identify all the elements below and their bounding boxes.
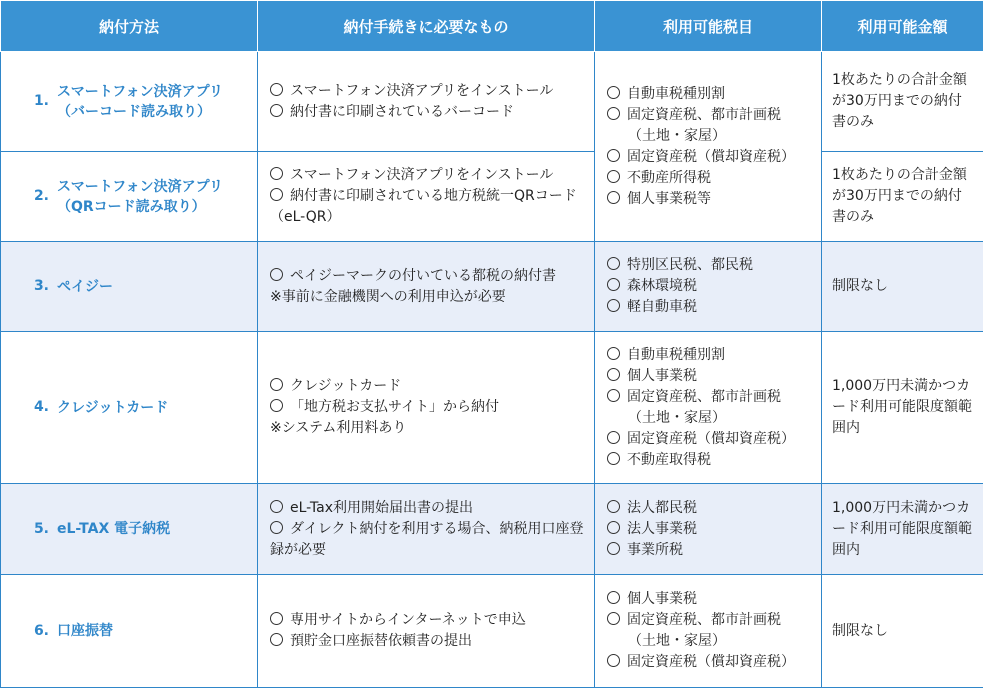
circle-bullet-icon bbox=[607, 347, 620, 360]
method-cell bbox=[1, 575, 258, 688]
amount-cell: 1枚あたりの合計金額が30万円までの納付書のみ bbox=[822, 152, 983, 242]
circle-bullet-icon bbox=[270, 399, 283, 412]
table-row bbox=[1, 152, 983, 242]
requirements-cell bbox=[258, 152, 595, 242]
requirements-cell bbox=[258, 575, 595, 688]
list-item: eL-Tax利用開始届出書の提出 bbox=[270, 498, 584, 519]
circle-bullet-icon bbox=[607, 278, 620, 291]
method-cell bbox=[1, 332, 258, 484]
circle-bullet-icon bbox=[270, 633, 283, 646]
list-item: スマートフォン決済アプリをインストール bbox=[270, 81, 584, 102]
circle-bullet-icon bbox=[270, 83, 283, 96]
requirements-cell bbox=[258, 484, 595, 575]
header-row bbox=[1, 1, 983, 52]
list-item: 固定資産税、都市計画税 bbox=[607, 105, 811, 126]
amount-cell: 制限なし bbox=[822, 242, 983, 332]
method-cell bbox=[1, 52, 258, 152]
circle-bullet-icon bbox=[607, 431, 620, 444]
circle-bullet-icon bbox=[607, 170, 620, 183]
header-amount: 利用可能金額 bbox=[822, 1, 983, 52]
taxes-cell bbox=[595, 52, 822, 242]
requirements-cell bbox=[258, 242, 595, 332]
list-item: 個人事業税 bbox=[607, 366, 811, 387]
method-subname: （バーコード読み取り） bbox=[57, 103, 211, 120]
taxes-cell bbox=[595, 332, 822, 484]
circle-bullet-icon bbox=[607, 542, 620, 555]
amount-cell: 1枚あたりの合計金額が30万円までの納付書のみ bbox=[822, 52, 983, 152]
list-item: 納付書に印刷されている地方税統一QRコード（eL-QR） bbox=[270, 188, 577, 225]
circle-bullet-icon bbox=[607, 107, 620, 120]
method-name: 口座振替 bbox=[57, 623, 113, 639]
note-text: ※事前に金融機関への利用申込が必要 bbox=[270, 288, 506, 305]
list-item: 事業所税 bbox=[607, 540, 811, 561]
list-item: 法人事業税 bbox=[607, 519, 811, 540]
note-text: ※システム利用料あり bbox=[270, 420, 407, 436]
row-number: 5. bbox=[33, 520, 49, 537]
circle-bullet-icon bbox=[270, 612, 283, 625]
list-item: ダイレクト納付を利用する場合、納税用口座登録が必要 bbox=[270, 520, 584, 558]
row-number: 1. bbox=[33, 93, 49, 109]
method-cell bbox=[1, 484, 258, 575]
taxes-cell bbox=[595, 575, 822, 688]
circle-bullet-icon bbox=[607, 368, 620, 381]
header-requirements: 納付手続きに必要なもの bbox=[258, 1, 595, 52]
sub-note: （土地・家屋） bbox=[628, 127, 726, 144]
requirements-cell bbox=[258, 52, 595, 152]
circle-bullet-icon bbox=[270, 378, 283, 391]
circle-bullet-icon bbox=[607, 500, 620, 513]
list-item: 自動車税種別割 bbox=[607, 84, 811, 105]
list-item: クレジットカード bbox=[270, 376, 584, 397]
header-method: 納付方法 bbox=[1, 1, 258, 52]
circle-bullet-icon bbox=[607, 591, 620, 604]
taxes-cell bbox=[595, 242, 822, 332]
row-number: 4. bbox=[33, 399, 49, 415]
table-row bbox=[1, 242, 983, 332]
circle-bullet-icon bbox=[607, 654, 620, 667]
list-item: 自動車税種別割 bbox=[607, 345, 811, 366]
requirements-cell bbox=[258, 332, 595, 484]
list-item: ペイジーマークの付いている都税の納付書 bbox=[270, 266, 584, 287]
table-row bbox=[1, 332, 983, 484]
circle-bullet-icon bbox=[270, 521, 283, 534]
circle-bullet-icon bbox=[270, 104, 283, 117]
circle-bullet-icon bbox=[607, 521, 620, 534]
circle-bullet-icon bbox=[607, 191, 620, 204]
method-name: スマートフォン決済アプリ bbox=[57, 178, 224, 195]
sub-note: （土地・家屋） bbox=[628, 633, 726, 649]
list-item: 固定資産税、都市計画税 bbox=[607, 610, 811, 631]
circle-bullet-icon bbox=[607, 299, 620, 312]
list-item: 固定資産税、都市計画税 bbox=[607, 387, 811, 408]
method-subname: （QRコード読み取り） bbox=[57, 198, 206, 215]
circle-bullet-icon bbox=[270, 500, 283, 513]
list-item: 「地方税お支払サイト」から納付 bbox=[270, 397, 584, 418]
list-item: 個人事業税等 bbox=[607, 189, 811, 210]
list-item: 固定資産税（償却資産税） bbox=[607, 147, 811, 168]
amount-cell: 1,000万円未満かつカード利用可能限度額範囲内 bbox=[822, 484, 983, 575]
taxes-cell bbox=[595, 484, 822, 575]
circle-bullet-icon bbox=[607, 452, 620, 465]
list-item: 預貯金口座振替依頼書の提出 bbox=[270, 631, 584, 652]
list-item: 軽自動車税 bbox=[607, 297, 811, 318]
circle-bullet-icon bbox=[607, 389, 620, 402]
list-item: 不動産所得税 bbox=[607, 168, 811, 189]
list-item: 森林環境税 bbox=[607, 276, 811, 297]
list-item: 不動産取得税 bbox=[607, 450, 811, 471]
table-row bbox=[1, 484, 983, 575]
circle-bullet-icon bbox=[270, 188, 283, 201]
table-row bbox=[1, 575, 983, 688]
header-taxes: 利用可能税目 bbox=[595, 1, 822, 52]
circle-bullet-icon bbox=[270, 268, 283, 281]
circle-bullet-icon bbox=[607, 149, 620, 162]
row-number: 6. bbox=[33, 622, 49, 639]
method-name: ペイジー bbox=[57, 278, 113, 295]
circle-bullet-icon bbox=[270, 167, 283, 180]
method-cell bbox=[1, 242, 258, 332]
list-item: 固定資産税（償却資産税） bbox=[607, 652, 811, 673]
circle-bullet-icon bbox=[607, 257, 620, 270]
method-name: スマートフォン決済アプリ bbox=[57, 83, 224, 100]
list-item: 特別区民税、都民税 bbox=[607, 255, 811, 276]
row-number: 2. bbox=[33, 188, 49, 204]
amount-cell: 1,000万円未満かつカード利用可能限度額範囲内 bbox=[822, 332, 983, 484]
list-item: 専用サイトからインターネットで申込 bbox=[270, 610, 584, 631]
amount-cell: 制限なし bbox=[822, 575, 983, 688]
method-name: クレジットカード bbox=[57, 399, 169, 416]
list-item: 法人都民税 bbox=[607, 498, 811, 519]
table-row bbox=[1, 52, 983, 152]
list-item: 固定資産税（償却資産税） bbox=[607, 429, 811, 450]
method-name: eL-TAX 電子納税 bbox=[57, 521, 171, 537]
list-item: スマートフォン決済アプリをインストール bbox=[270, 165, 584, 186]
method-cell bbox=[1, 152, 258, 242]
circle-bullet-icon bbox=[607, 612, 620, 625]
list-item: 個人事業税 bbox=[607, 589, 811, 610]
sub-note: （土地・家屋） bbox=[628, 409, 726, 426]
row-number: 3. bbox=[33, 278, 49, 294]
circle-bullet-icon bbox=[607, 86, 620, 99]
list-item: 納付書に印刷されているバーコード bbox=[270, 102, 584, 123]
